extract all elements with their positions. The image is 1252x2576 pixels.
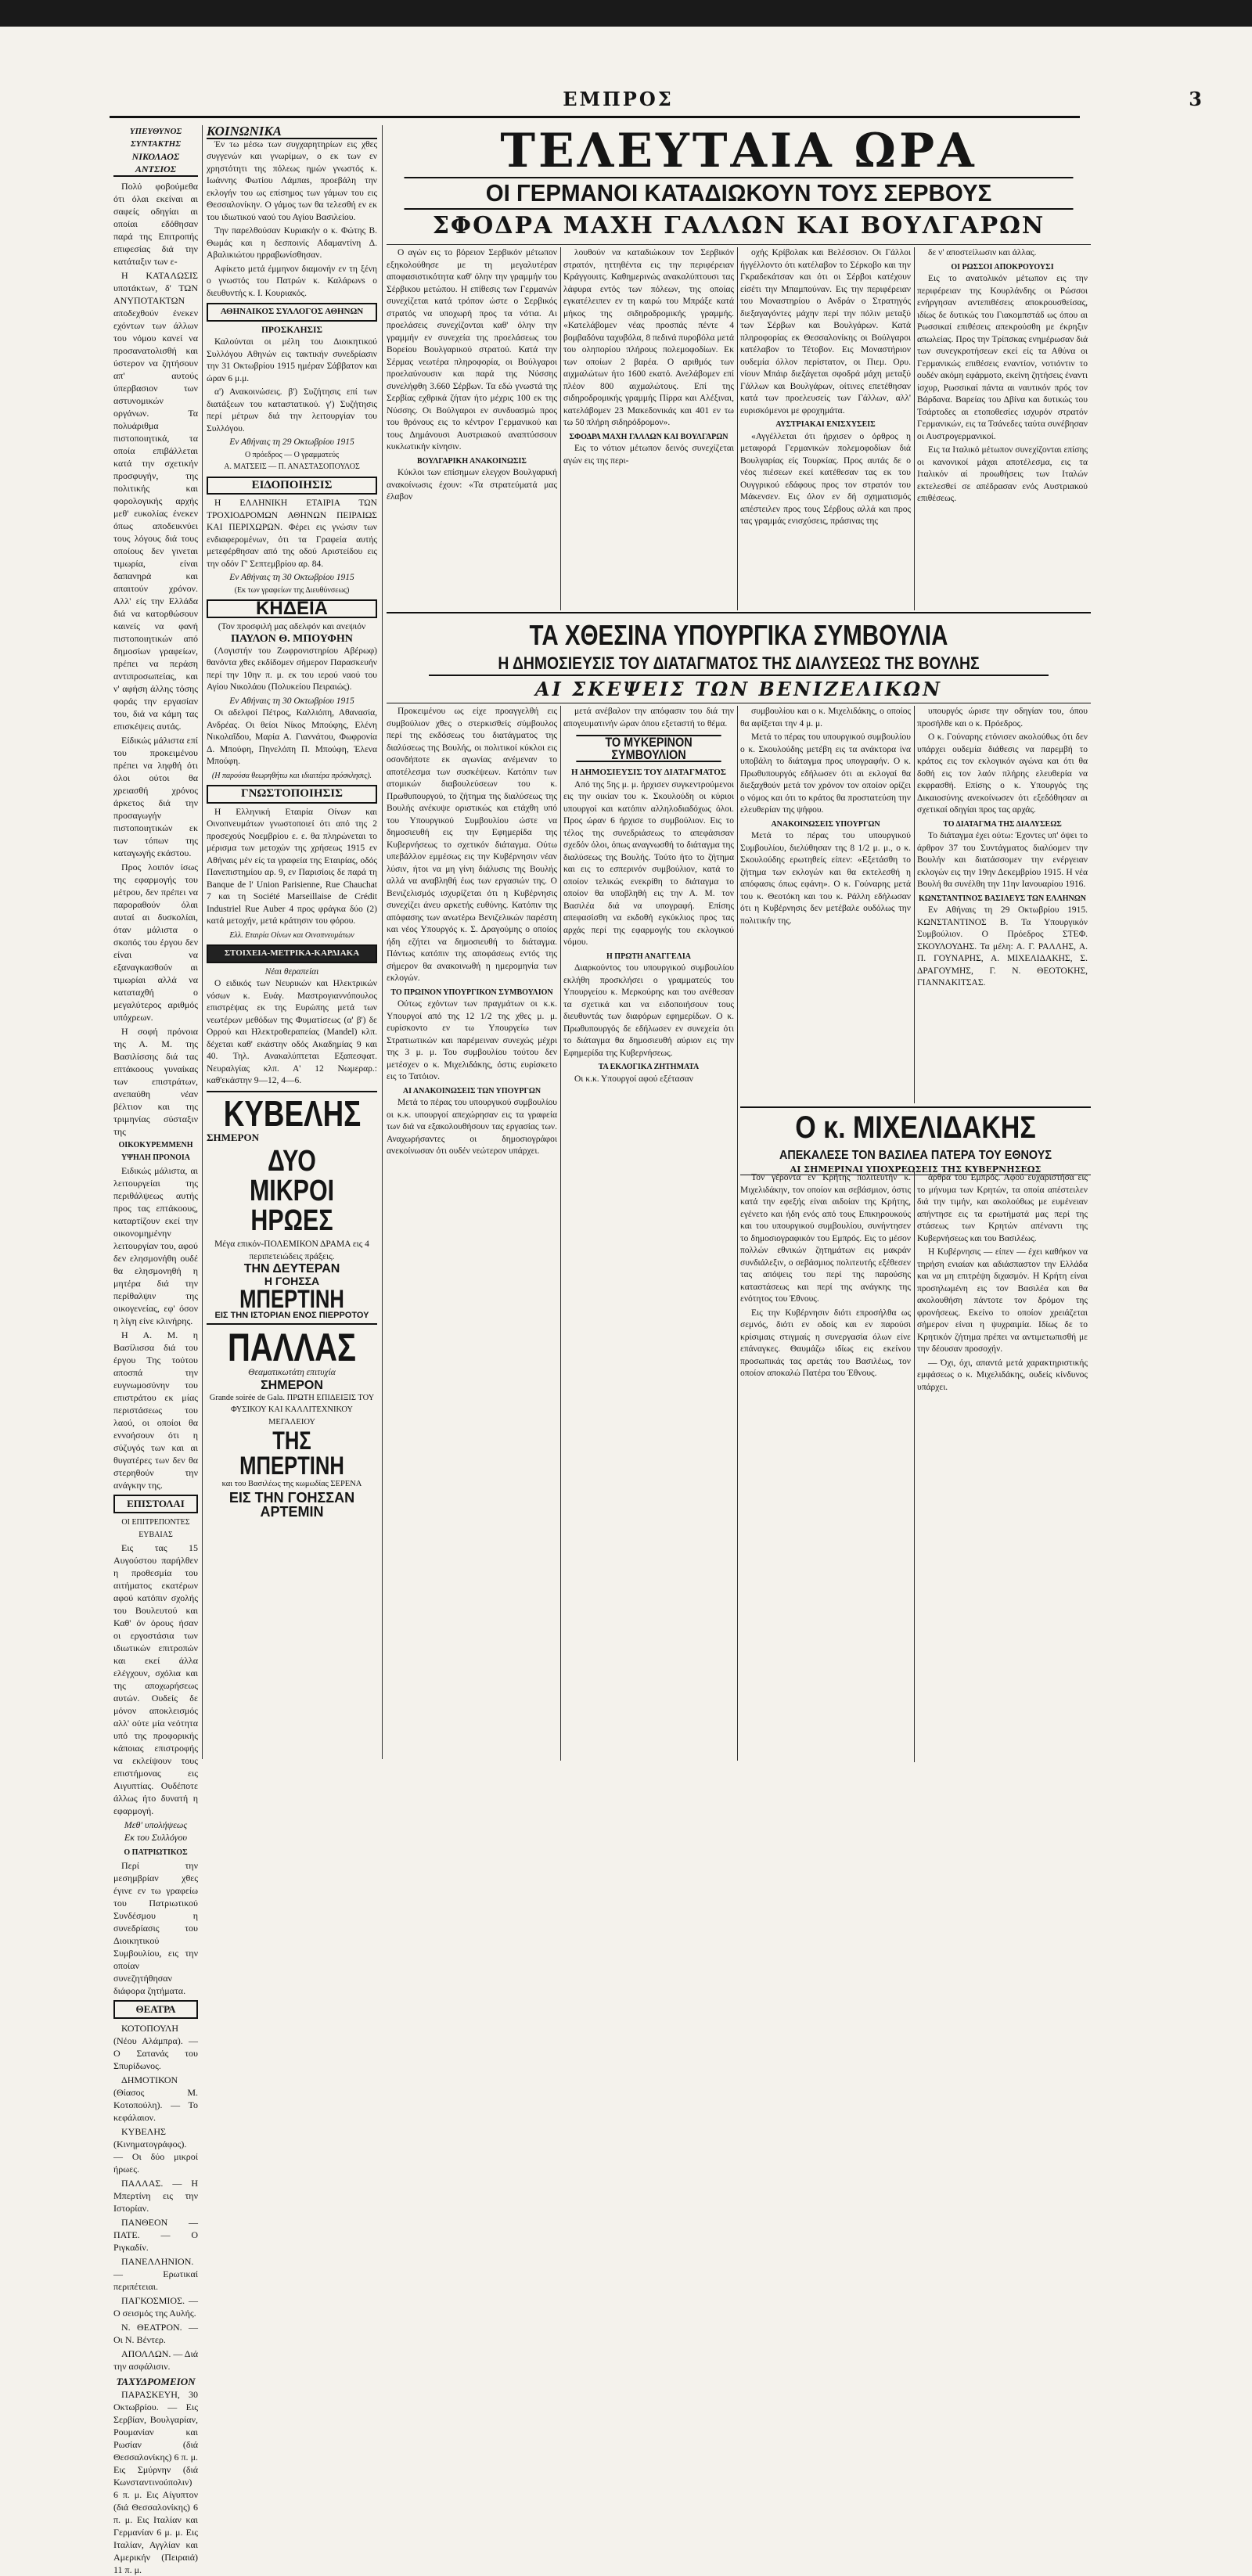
- editorial-paragraph: Προς λοιπόν ίσως της εφαρμογής του μέτρου, δεν πρέπει να παροραθούν όλαι αυταί αι δυσκολίαι, όταν μάλιστα ο σκοπός του έργου δεν είναι να εξαναγκασθούν αι τιμωρίαι αλλά να καταταχθή ο μεγαλύτερος αριθμός υπόχρεων.: [113, 862, 198, 1023]
- council-subheading: ΤΑ ΕΚΛΟΓΙΚΑ ΖΗΤΗΜΑΤΑ: [598, 1063, 700, 1071]
- theatre-item: ΚΥΒΕΛΗΣ (Κινηματογράφος). — Οι δύο μικροί ήρωες.: [113, 2126, 198, 2175]
- evening-council-subhead: Η ΔΗΜΟΣΙΕΥΣΙΣ ΤΟΥ ΔΙΑΤΑΓΜΑΤΟΣ: [571, 768, 726, 777]
- pallas-line-2: και του Βασιλέως της κωμωδίας ΣΕΡΕΝΑ: [221, 1480, 362, 1488]
- news-text: Εις τα Ιταλικό μέτωπον συνεχίζονται επίσης οι κανονικοί μάχαι αποτέλεσμα, εις τα Ιταλικόν αί προωθήσεις των Ιταλών εκτελεσθεί σε απέδρασαν ενός Αυστριακού επιθέσεως.: [917, 445, 1088, 503]
- kyveli-description: Μέγα επικόν-ΠΟΛΕΜΙΚΟΝ ΔΡΑΜΑ εις 4 περιπετειώδεις πράξεις.: [214, 1239, 369, 1261]
- news-text: Εις το ανατολικόν μέτωπον εις την περιφέρειαν της Κουρλάνδης οι Ρώσσοι ενήργησαν αντεπιθέσεις αποκρουσθείσας, ιδίως δε δυτικώς του Γιακομπστάδ ως όπου αι Ρωσσικαί επιθέσεις απεκρούσθη με έκρηξιν απωλείας. Προς την Τρίπσκας ενημέρωσαν διά των συνεγκροτήσεων εκεί είς τα Αθύνα οι Γερμανικώς επιθέσεις εναντίον, νοτιόντιν το ουδέν ακόμη εφάρμοτο, εκείνη ζητήσεις έναντι ίσχυρ, Ρωσσικαί πάντα αι ναυτικόν πρός τον Βάρδανα. Βαρείας του Δβίνα και δυτικώς του Τσάρτοδες αι ετοποθεσίες ισχυρόν στρατόν Γερμανικών, εις τα Τσάνεδες ταύτα συνέβησαν οι Αυστρογερμανικοί.: [917, 274, 1088, 441]
- pallas-description: Grande soirée de Gala. ΠΡΩΤΗ ΕΠΙΔΕΙΞΙΣ ΤΟΥ ΦΥΣΙΚΟΥ ΚΑΙ ΚΑΛΛΙΤΕΧΝΙΚΟΥ ΜΕΓΑΛΕΙΟΥ: [209, 1393, 375, 1427]
- column-1: [113, 125, 198, 2575]
- council-text: Διαρκούντος του υπουργικού συμβουλίου εκλήθη προσκλήσει ο γραμματεύς του Υπουργείου κ. Μερκούρης και του ανέθεσαν τα σχετικά και να ειδοποιήσουν τους διευθυντάς των διαφόρων εφημερίδων. Ο κ. Πρωθυπουργός δε εδήλωσεν εν συνεχεία ότι το διάταγμα θα δημοσιευθή αύριον εις την Εφημερίδα της Κυβερνήσεως.: [563, 963, 734, 1058]
- kideia-signatories: Οι αδελφοί Πέτρος, Καλλιόπη, Αθανασία, Ανδρέας. Οι θείοι Νίκος Μπούφης, Ελένη Νικολαΐδου, Μαρία Α. Γιαννάτου, Φωφρονία Δ. Μπούφη, Πηνελόπη Π. Μπούφη, Έλενα Μπούφη.: [207, 708, 377, 766]
- editorial-paragraph: Είδικώς μάλιστα επί του προκειμένου πρέπει να ληφθή ότι όλοι ούτοι θα χρειασθή χρόνος άρκετος διά την προσαγωγήν πιστοποιητικών εκ των τόπων της καταγωγής εκάστου.: [113, 735, 198, 858]
- stoikia-text: Ο ειδικός των Νευρικών και Ηλεκτρικών νόσων κ. Ευάγ. Μαστρογιαννόπουλος επιστρέψας εκ της Ευρώπης μετά των νεωτέρων μεθόδων της Φυματίσεως (α' β') δε Ορρού και Ηλεκτροθεραπείας (Mandel) κλπ. δέχεται καθ' εκάστην οδός Ακαδημίας 9 και 40. Τηλ. Ανακαλύπτεται Εξαπεσφατ. Νευραλγίας κλπ. Α' 12 Νωμεραρ.: καθ'εκάστην 9—12, 4—6.: [207, 979, 377, 1085]
- news-subheading: ΒΟΥΛΓΑΡΙΚΗ ΑΝΑΚΟΙΝΩΣΙΣ: [417, 456, 527, 466]
- theatre-item: ΚΟΤΟΠΟΥΛΗ (Νέου Αλάμπρα). — Ο Σατανάς του Σπυρίδωνος.: [113, 2023, 198, 2071]
- editorial-paragraph: Η ΚΑΤΑΛΩΣΙΣ υποτάκτων, δ' ΤΩΝ ΑΝΥΠΟΤΑΚΤΩΝ αποδεχθούν ένεκεν εχόντων των άλλων του νόμου κανεί να προσανατολισθή και ύστερον να ζητήσουν απ' αυτούς ύπερβασιον των αστυνομικών οργάνων. Τα πολυάριθμα πιστοποιητικά, τα οποία επιβάλλεται κατά την σχετικήν προσφυγήν, της πολιτικής και φορολογικής αρχής μεθ' ευκολίας ένεκεν όπως αποδεικνύει τους λόγους διά τους οποίους δεν γινεται τιμωρία, είναι δαπανηρά και απαιτούν χρόνον. Αλλ' είς την Ελλάδα διά να κατορθώσουν καινείς να φανή πιστοποιητικών από δημοσίων γραφείων, πρέπει να περάση αντιπροσωπείας, και ν' αφήση άλλης τόσης φοράς την εργασίαν του, διά να κάμη τας επισκέψεις αυτάς.: [113, 270, 198, 732]
- page-number: 3: [1189, 88, 1202, 110]
- latest-news-block: [387, 125, 1091, 610]
- gnostopoiisis-text: Η Ελληνική Εταιρία Οίνων και Οινοπνευμάτων γνωστοποιεί ότι από της 2 προσεχούς Νοεμβρίου ε. ε. θα πληρώνεται το μέρισμα των μετοχών της χρήσεως 1915 εν Αθήναις μέν είς τα γραφεία της Εταιρίας, οδός Πανεπιστημίου αρ. 9, εν Παρισίοις δε παρά τη Banque de l' Union Parisienne, Rue Chauchat 7 και τη Société Marseillaise de Crédit Industriel Rue Auber 4 προς φράγκα δύο (2) κατά μετοχήν, μετά κράτησιν του φόρου.: [207, 807, 377, 926]
- masthead-title: ΕΜΠΡΟΣ: [563, 88, 674, 110]
- letter-sign-2: Εκ του Συλλόγου: [124, 1832, 188, 1843]
- syllogos-agenda: α') Ανακοινώσεις. β') Συζήτησις επί των διατάξεων του καταστατικού. γ') Συζήτησις περί μέτρων διά την λειτουργίαν του Συλλόγου.: [207, 387, 377, 434]
- news-subheading: ΟΙ ΡΩΣΣΟΙ ΑΠΟΚΡΟΥΟΥΣΙ: [951, 262, 1054, 272]
- eidopoiisis-text: Η ΕΛΛΗΝΙΚΗ ΕΤΑΙΡΙΑ ΤΩΝ ΤΡΟΧΙΟΔΡΟΜΩΝ ΑΘΗΝΩΝ ΠΕΙΡΑΙΩΣ ΚΑΙ ΠΕΡΙΧΩΡΩΝ. Φέρει εις γνώσιν των ενδιαφερομένων, ότι τα Γραφεία αυτής μετεφέρθησαν από της οδού Αριστείδου εις την οδόν Γ' Σεπτεμβρίου αρ. 84.: [207, 498, 377, 569]
- council-text: συμβουλίου και ο κ. Μιχελιδάκης, ο οποίος θα αφίξεται την 4 μ. μ.: [740, 707, 911, 729]
- pallas-today: ΣΗΜΕΡΟΝ: [261, 1378, 323, 1392]
- theatre-item: ΠΑΝΘΕΟΝ — ΠΑΤΕ. — Ο Ριγκαδίν.: [113, 2217, 198, 2253]
- patriotikos-heading: Ο ΠΑΤΡΙΩΤΙΚΟΣ: [124, 1848, 188, 1857]
- section-heading-theatra: ΘΕΑΤΡΑ: [113, 2000, 198, 2019]
- decree-signatures: Εν Αθήναις τη 29 Οκτωβρίου 1915. ΚΩΝΣΤΑΝΤΙΝΟΣ Β. Τα Υπουργικόν Συμβούλιον. Ο Πρόεδρος ΣΤΕΦ. ΣΚΟΥΛΟΥΔΗΣ. Τα μέλη: Α. Γ. ΡΑΛΛΗΣ, Α. Π. ΓΟΥΝΑΡΗΣ, Α. ΜΙΧΕΛΙΔΑΚΗΣ, Σ. ΔΡΑΓΟΥΜΗΣ, Γ. Ν. ΘΕΟΤΟΚΗΣ, ΓΙΑΝΝΑΚΙΤΣΑΣ.: [917, 905, 1088, 988]
- news-text: λουθούν να καταδιώκουν τον Σερβικόν στρατόν, ηττηθέντα εις την περιφέρειαν Κράγγουιτς. Καθημερινώς ανακαλύπτουσι τας λάφυρα εντός των πόλεων, της οποίας εγκατέλειπεν εν τη καιρώ του Μπράξε κατά μήκος της σιδηροδρομικής γραμμής. «Κατελάβομεν νέας προσπάς πέντε 4 βομβαδόνα ταχυβόλα, 8 πεδινά πυροβόλα μετά του οληπορίου πλήρους πολεμοφοδίων. Εκ των οποίων 2 βαρέα. Ο αριθμός των αιχμαλώτων ήτο 1600 εκατό. Ανελάβομεν επί πλέον 800 αιχμαλώτους. Επί της σιδηροδρομικής γραμμής Πίρρα και Αλέξιναι, κατελάβομεν 23 Μακεδονικάς και 401 εν τω τω 50 πλήρη σιδηρόδρομον».: [563, 248, 734, 427]
- council-text: μετά ανέβαλον την απόφασιν του διά την απογευματινήν ώραν όπου εξεταστή το θέμα.: [563, 707, 734, 729]
- epistolai-subhead: ΟΙ ΕΠΙΤΡΕΠΟΝΤΕΣ ΕΥΒΑΙΑΣ: [121, 1518, 190, 1539]
- kyveli-line-1: ΤΗΝ ΔΕΥΤΕΡΑΝ: [243, 1262, 340, 1275]
- evening-council-heading: ΤΟ ΜΥΚΕΡΙΝΟΝ ΣΥΜΒΟΥΛΙΟΝ: [576, 735, 721, 762]
- councils-block: [387, 618, 1091, 1761]
- news-text: Εις το νότιον μέτωπον δεινός συνεχίζεται αγών εις της περι-: [563, 444, 734, 466]
- syllogos-subhead: ΠΡΟΣΚΛΗΣΙΣ: [261, 325, 323, 335]
- news-subheading: ΑΥΣΤΡΙΑΚΑΙ ΕΝΙΣΧΥΣΕΙΣ: [775, 420, 876, 429]
- council-text: Ο κ. Γούναρης ετόνισεν ακολούθως ότι δεν υπάρχει ουδεμία διάθεσις να παρεμβή το κράτος εις τον εκλογικόν αγώνα και ότι θα δοθή εις τον λαόν πλήρης ελευθερία να εκφρασθή. Επίσης ο κ. Υπουργός της Δικαιοσύνης ανεκοίνωσεν ότι εξεδόθησαν αι σχετικαί οδηγίαι προς τας αρχάς.: [917, 732, 1088, 815]
- decree-text: Το διάταγμα έχει ούτω: Έχοντες υπ' όψει το άρθρον 37 του Συντάγματος διαλύομεν την Βουλήν και διατάσσομεν την ενέργειαν εκλογών εις την 19ην Δεκεμβρίου 1915. Η νέα Βουλή θα συνέλθη την 11ην Ιανουαρίου 1916.: [917, 831, 1088, 889]
- section-heading-taxydromeion: ΤΑΧΥΔΡΟΜΕΙΟΝ: [116, 2376, 196, 2387]
- section-heading-epistolai: ΕΠΙΣΤΟΛΑΙ: [113, 1495, 198, 1513]
- pallas-subtitle: Θεαματικωτάτη επιτυχία: [248, 1368, 336, 1377]
- theatre-item: ΑΠΟΛΛΩΝ. — Διά την ασφάλισιν.: [113, 2348, 198, 2372]
- michelidakis-text: Τον γέροντα εν Κρήτης πολιτευτήν κ. Μιχελιδάκην, τον οποίον και σεβάσμιον, όστις κατά την εφεξής είναι αιδοίαν της Κρήτης, εγένετο και ήδη ενός από τους Επικηρουκούς και του υπουργικού συμβουλίου, συνήντησεν το δημοσιογραφικόν του Εμπρός. Εις το μέσον πολλών εθνικών ζητημάτων εις μακράν συνδιάλεξιν, ο σεβάσμιος πολιτευτής εξέθεσεν τας απόψεις του περί της παρούσης καταστάσεως και περί της ανάγκης της ενότητος του Έθνους.: [740, 1173, 911, 1304]
- theatre-item: ΠΑΓΚΟΣΜΙΟΣ. — Ο σεισμός της Αυλής.: [113, 2295, 198, 2319]
- kyveli-today: ΣΗΜΕΡΟΝ: [207, 1131, 259, 1143]
- editorial-paragraph: Η Α. Μ. η Βασίλισσα διά του έργου Της τούτου αποσπά την ευγνωμοσύνην του επιστράτου εκ μίας περιστάσεως του λαού, οι οποίοι θα εννοήσουν ότι η σύζυγός των και αι θυγατέρες των δεν θα στερηθούν την ανάγκην της.: [113, 1329, 198, 1491]
- theatre-item: ΠΑΝΕΛΛΗΝΙΟΝ. — Ερωτικαί περιπέτειαι.: [113, 2256, 198, 2292]
- gnostopoiisis-heading: ΓΝΩΣΤΟΠΟΙΗΣΙΣ: [207, 785, 377, 804]
- news-col-rule: [560, 247, 561, 610]
- kyveli-film-title: ΔΥΟ ΜΙΚΡΟΙ ΗΡΩΕΣ: [249, 1145, 335, 1237]
- subhead-venizelists: ΑΙ ΣΚΕΨΕΙΣ ΤΩΝ ΒΕΝΙΖΕΛΙΚΩΝ: [387, 676, 1091, 703]
- scan-top-border: [0, 0, 1252, 27]
- kideia-name: ΠΑΥΛΟΝ Θ. ΜΠΟΥΦΗΝ: [231, 633, 353, 645]
- council-subheading: Η ΠΡΩΤΗ ΑΝΑΓΓΕΛΙΑ: [606, 952, 691, 961]
- eidopoiisis-heading: ΕΙΔΟΠΟΙΗΣΙΣ: [207, 477, 377, 495]
- theatre-item: ΠΑΛΛΑΣ. — Η Μπερτίνη εις την Ιστορίαν.: [113, 2178, 198, 2214]
- side-label: ΟΙΚΟΚΥΡΕΜΜΕΝΗ ΥΨΗΛΗ ΠΡΟΝΟΙΑ: [118, 1141, 193, 1162]
- decree-heading: ΤΟ ΔΙΑΤΑΓΜΑ ΤΗΣ ΔΙΑΛΥΣΕΩΣ: [943, 819, 1062, 829]
- michelidakis-subhead-2: ΑΙ ΣΗΜΕΡΙΝΑΙ ΥΠΟΧΡΕΩΣΕΙΣ ΤΗΣ ΚΥΒΕΡΝΗΣΕΩΣ: [740, 1164, 1091, 1175]
- editorial-paragraph: Πολύ φοβούμεθα ότι όλαι εκείναι αι σαφείς οδηγίαι αι οποίαι εδόθησαν παρά της Επιτροπής επιφεσίας διά την κατάταξιν των ε-: [113, 181, 198, 267]
- council-text: Μετά το πέρας του υπουργικού Συμβουλίου, διελύθησαν της 8 1/2 μ. μ., ο κ. Σκουλούδης ερωτηθείς είπεν: «Εξετάσθη το ζήτημα των εκλογών και θα εκτελεσθή η απόφασις όπως εφάνη». Ο κ. Γούναρης μετά του κ. Θεοτόκη και του κ. Ράλλη εδήλωσαν ότι η Κυβέρνησις δεν μετέβαλε ουδόλως την πολιτικήν της.: [740, 831, 911, 926]
- news-text: «Αγγέλλεται ότι ήρχισεν ο όρθρος η μεταφορά Γερμανικών πολεμοφοδίων διά Βουλγαρίας είς Τουρκίας. Προς αυτάς δε ο νέος πιέσεων εκεί κατέθεσαν τας εκ του Ουγγρικού εδάφους προς τον στρατόν του Μάκενσεν. Εις όλον εν δή σχηματισμός απέστειλεν προς τους Σέρβους αλλά και προς τας γραμμάς ενισχύσεις, πράσινας της: [740, 431, 911, 526]
- theatre-listings: [113, 2022, 198, 2373]
- news-text: δε ν' αποστείλωσιν και άλλας.: [928, 248, 1037, 257]
- eidopoiisis-date: Εν Αθήναις τη 30 Οκτωβρίου 1915: [229, 573, 354, 582]
- subhead-battle: ΣΦΟΔΡΑ ΜΑΧΗ ΓΑΛΛΩΝ ΚΑΙ ΒΟΥΛΓΑΡΩΝ: [432, 212, 1045, 239]
- kyveli-line-3: ΜΠΕΡΤΙΝΗ: [239, 1285, 344, 1313]
- michelidakis-col-2: [917, 1172, 1088, 1759]
- theatre-item: ΔΗΜΟΤΙΚΟΝ (Θίασος Μ. Κοτοπούλη). — Το κεφάλαιον.: [113, 2074, 198, 2123]
- syllogos-date: Εν Αθήναις τη 29 Οκτωβρίου 1915: [229, 437, 354, 447]
- council-text: Οι κ.κ. Υπουργοί αφού εξέτασαν: [574, 1074, 693, 1084]
- byline-name: ΝΙΚΟΛΑΟΣ ΑΝΤΣΙΟΣ: [113, 150, 198, 177]
- kideia-note: (Η παρούσα θεωρηθήτω και ιδιαιτέρα πρόσκλησις).: [211, 771, 372, 780]
- michelidakis-headline: Ο κ. ΜΙΧΕΛΙΔΑΚΗΣ: [795, 1110, 1036, 1145]
- headline-latest-hour: ΤΕΛΕΥΤΑΙΑ ΩΡΑ: [500, 124, 977, 178]
- news-col-4: [917, 247, 1088, 607]
- news-col-3: [740, 247, 911, 607]
- news-text: Κύκλοι των επίσημων ελεγχον Βουλγαρική ανακοίνωσις έχουν: «Τα στρατεύματά μας έλαβον: [387, 468, 557, 502]
- patriotikos-text: Περί την μεσημβρίαν χθες έγινε εν τω γραφείω του Πατριωτικού Συνδέσμου η συνεδρίασις του Διοικητικού Συμβουλίου, εις την οποίαν συνεζητήθησαν διάφορα ζητήματα.: [113, 1860, 198, 1996]
- council-col-3: [740, 706, 911, 1101]
- council-col-rule: [914, 706, 915, 1103]
- society-text: Αφίκετο μετά έμμηνον διαμονήν εν τη ξένη ο γνωστός του Πατρών κ. Καλάρωνs ο διευθυντής κ. Ι. Κουριακός.: [207, 264, 377, 298]
- council-col-4: [917, 706, 1088, 1101]
- news-subheading: ΣΦΟΔΡΑ ΜΑΧΗ ΓΑΛΛΩΝ ΚΑΙ ΒΟΥΛΓΑΡΩΝ: [569, 432, 729, 441]
- letter-sign: Μεθ' υπολήψεως: [124, 1819, 188, 1830]
- council-text: Προκειμένου ως είχε προαγγελθή εις συμβούλιον χθες ο στερκισθείς σύμβουλος περί της εκδόσεως του διατάγματος της διαλύσεως της Βουλής, οι πολιτικοί κύκλοι εις οσονδήποτε εκ αγωνίας ανέμεναν το αποτέλεσμα των συσκέψεων. Κατόπιν των ατομικών διαβουλεύσεων του κ. Πρωθυπουργού, το ζήτημα της διαλύσεως της Βουλής ανέκυψε οριστικώς και ετάχθη υπό του Υπουργικού Συμβουλίου ώστε να δημοσιευθή εις την Εφημερίδα της Κυβερνήσεως το σχετικόν διάταγμα. Ούτω υπεβάλλον εμμέσως εις την Κυβέρνησιν νέαν λύσιν, ήτοι να μη γίνη διάλυσις της Βουλής αλλά να αναβληθή έως των εργασιών της. Ο Βενιζελισμός ισχυρίζεται ότι η Κυβέρνησις συνεχίζει άνευ αρκετής ευθύνης. Κατόπιν της απόφασης των ανωτέρω Βενιζελικών παρέστη και νέος Υπουργός κ. Σ. Δραγούμης ο οποίος ήδη εζήτει να δημοσιευθή το διάταγμα. Πάντως κατόπιν της αποφάσεως εντός της σήμερον θα ανακοινωθή η ημερομηνία των εκλογών.: [387, 707, 557, 983]
- pallas-title: ΠΑΛΛΑΣ: [227, 1326, 357, 1369]
- news-col-2: [563, 247, 734, 607]
- news-text: Ο αγών εις το βόρειον Σερβικόν μέτωπον εξηκολούθησε με τη μεγαλυτέραν αποφασιστικότητα καθ' όλην την γραμμήν του Σέρβικου μετώπου. Η επίθεσις των Γερμανών συνεχίζεται κατά τρόπον ώστε ο Σερβικός στρατός να υποχωρή προς τα νότια. Αι προελάσεις συνεχίζονται καθ' όλην την γραμμήν εν συνεχεία της προελάσεως του Βορείου Βουλγαρικού στρατού. Κατά την Σέρμας νεωτέρα πληροφορία, οι Βούλγαροι προελαύνουσιν και παρά της Νύσσης συνελήφθη 3.660 Σέρβων. Τα εδώ γνωστά της Σερβίας εχθρικά ζήταν ήτο μέχρις 100 εκ της Νύσσης. Οι Βούλγαροι εν συνδυασμώ προς του θρόνους εις το κέντρον Γερμανικού και τους Δημάνουσι Αυστριακού αναπτύσσουν κυκλωτικήν κίνησιν.: [387, 248, 557, 452]
- council-col-rule: [737, 706, 738, 1761]
- kideia-heading: ΚΗΔΕΙΑ: [207, 599, 377, 618]
- michelidakis-col-1: [740, 1172, 911, 1759]
- society-text: Την παρελθούσαν Κυριακήν ο κ. Φώτης Β. Θωμάς και η δεσποινίς Αδαμαντίνη Δ. Αβαλικιώτου ηρραβωνίσθησαν.: [207, 226, 377, 260]
- society-text: Έν τω μέσω των συγχαρητηρίων εις χθες συγγενών και γνωρίμων, ο εκ των εν χρηστότητι της πόλεως ημών γνωστός κ. Ιωάννης Φωτίου Λάμπαs, προεβάλη την εκλογήν του ως επίσημος των γάμων του εις Θεσσαλονίκην. Ο γάμος των θα τελεσθή εν εκ του ιδιωτικού ναού του Αγίου Βασιλείου.: [207, 139, 377, 222]
- decree-king: ΚΩΝΣΤΑΝΤΙΝΟΣ ΒΑΣΙΛΕΥΣ ΤΩΝ ΕΛΛΗΝΩΝ: [919, 894, 1086, 903]
- section-divider: [387, 612, 1091, 613]
- michelidakis-text: άρθρα του Εμπρός. Αφού ευχαριστήσα εις το μήνυμα των Κρητών, τα οποία απέστειλεν διά την τιμήν, και ακολούθως με ευμένειαν απήντησε εις τα ερωτήματά μας περί της στάσεως των Κρητών απέναντι της Κυβερνήσεως και του Βασιλέως.: [917, 1173, 1088, 1243]
- kyveli-line-2: Η ΓΟΗΣΣΑ: [264, 1275, 320, 1287]
- council-text: Από της 5ης μ. μ. ήρχισεν συγκεντρούμενοι εις την οικίαν του κ. Σκουλούδη οι κύριοι υπουργοί και κατόπιν αλληλοδιαδόχως όλοι. Προς ώραν 6 ήρχισε το συμβούλιον. Εις το τέλος της συνεδριάσεως το απεφάσισαν σχεδόν όλοι, όπως αναγνωσθή το διάταγμα της διαλύσεως της Βουλής. Τούτο ήτο το ζήτημα και εις το εσπερινόν συμβούλιον, κατά το οποίον τελικώς ενεκρίθη το διάταγμα το οποίον θα υποβληθή εις την Α. Μ. τον Βασιλέα διά να υπογραφή. Επίσης απεφασίσθη να εκδοθή εγκύκλιος προς τας αρχάς περί της εφαρμογής του εκλογικού νόμου.: [563, 779, 734, 947]
- stoikia-heading: ΣΤΟΙΧΕΙΑ-ΜΕΤΡΙΚΑ-ΚΑΡΔΙΑΚΑ: [207, 944, 377, 963]
- stoikia-subhead: Νέαι θεραπείαι: [264, 966, 319, 977]
- headline-councils: ΤΑ ΧΘΕΣΙΝΑ ΥΠΟΥΡΓΙΚΑ ΣΥΜΒΟΥΛΙΑ: [529, 619, 948, 651]
- council-col-2: [563, 706, 734, 1754]
- council-subheading: ΑΙ ΑΝΑΚΟΙΝΩΣΕΙΣ ΤΩΝ ΥΠΟΥΡΓΩΝ: [402, 1086, 541, 1096]
- subhead-decree: Η ΔΗΜΟΣΙΕΥΣΙΣ ΤΟΥ ΔΙΑΤΑΓΜΑΤΟΣ ΤΗΣ ΔΙΑΛΥΣΕΩΣ ΤΗΣ ΒΟΥΛΗΣ: [429, 653, 1049, 676]
- kideia-date: Εν Αθήναις τη 30 Οκτωβρίου 1915: [229, 696, 354, 706]
- column-2: [207, 125, 377, 1753]
- column-rule-2: [382, 125, 383, 1759]
- council-col-rule: [560, 706, 561, 1761]
- michelidakis-text: — Όχι, όχι, απαντά μετά χαρακτηριστικής εμφάσεως ο κ. Μιχελιδάκης, ουδείς κίνδυνος υπάρχει.: [917, 1358, 1088, 1392]
- council-text: Μετά το πέρας του υπουργικού συμβουλίου ο κ. Σκουλούδης μετέβη εις τα ανάκτορα ίνα υποβάλη το διάταγμα προς υπογραφήν. Ο κ. Πρωθυπουργός εδήλωσεν ότι αι εκλογαί θα διεξαχθούν μετά τον χρόνον τον οποίον ορίζει ο νόμος και ότι το κράτος θα προστατεύση την ελευθερίαν της ψήφου.: [740, 732, 911, 815]
- syllogos-signatures: Ο πρόεδρος — Ο γραμματεύς Α. ΜΑΤΣΕΙΣ — Π. ΑΝΑΣΤΑΣΟΠΟΥΛΟΣ: [224, 450, 360, 471]
- headline-rule: [387, 244, 1091, 245]
- michelidakis-col-rule: [914, 1172, 915, 1762]
- editorial-paragraph: Η σοφή πρόνοια της Α. Μ. της Βασιλίσσης διά τας επτάκοους γυναίκας των επιστράτων, ανεπαύθη νέαν βέλτιον και της τριμηνίας σύσταξιν της: [113, 1026, 198, 1137]
- news-col-rule: [914, 247, 915, 610]
- pallas-advert: [207, 1323, 377, 1519]
- news-col-rule: [737, 247, 738, 610]
- michelidakis-text: Η Κυβέρνησις — είπεν — έχει καθήκον να τηρήση ενιαίαν και αδιάσπαστον την Ελλάδα και να μη επιτρέψη διχασμόν. Η Κρήτη είναι προσηλωμένη εις τον Βασιλέα και θα ακολουθήση πάντοτε τον δρόμον της φρονήσεως. Εκείνο το οποίον χρειάζεται σήμερον είναι η ψυχραιμία. Ιδίως δε το Κρητικόν ζήτημα πρέπει να αντιμετωπισθή με την δέουσαν προσοχήν.: [917, 1247, 1088, 1354]
- letter-text: Εις τας 15 Αυγούστου παρήλθεν η προθεσμία του αιτήματος εκατέρων αφού κατόπιν σχολής του Βουλευτού και Καθ' όν όρους ήσαν οι εργοστάσια των ιδιωτικών επιτροπών και εκεί άλλα ελέγχουν, σχόλια και της αποχωρήσεως αυτών. Ουδείς δε μόνον αποκλεισμός αλλ' ούτε μία νεότητα υπό της προφορικής κάποιας επιστροφής να εκλείψουν τους επιστήμονας εις Αιγυπτίας. Ουδέποτε άλλως ήτο δυνατή η εφαρμογή.: [113, 1542, 198, 1816]
- editorial-paragraph: Ειδικώς μάλιστα, αι λειτουργείαι της περιθάλψεως αυτής προς τας επτάκοους, καταρτίζουν εκεί την οικονομημένην λειτουργίαν του, αφού δεν ελησμονήθη ουδέ θα ελησμονηθή η μητέρα διά την περίθαλψιν της οικογενείας, εφ' όσον η λίγη είνε κλινήρης.: [113, 1165, 198, 1326]
- pallas-line-3: ΕΙΣ ΤΗΝ ΓΟΗΣΣΑΝ ΑΡΤΕΜΙΝ: [228, 1489, 355, 1520]
- council-subheading: ΑΝΑΚΟΙΝΩΣΕΙΣ ΥΠΟΥΡΓΩΝ: [771, 819, 880, 829]
- kideia-intro: (Τον προσφιλή μας αδελφόν και ανεψιόν: [218, 621, 366, 631]
- kideia-text: (Λογιστήν του Ζωφρονιστηρίου Αβέρωφ) θανόντα χθες εκδίδομεν σήμερον Παρασκευήν περί την 10ην π. μ. εκ του ιερού ναού του Αγίου Νικολάου (Πολυκείου Πειραιώς).: [207, 646, 377, 692]
- syllogos-text: Καλούνται οι μέλη του Διοικητικού Συλλόγου Αθηνών εις τακτικήν συνεδρίασιν την 31 Οκτωβρίου 1915 ημέραν Σάββατον και ώραν 6 μ.μ.: [207, 337, 377, 383]
- byline-role: ΥΠΕΥΘΥΝΟΣ ΣΥΝΤΑΚΤΗΣ: [129, 127, 182, 149]
- council-text: υπουργός ώρισε την οδηγίαν του, όπου προσήλθε και ο κ. Πρόεδρος.: [917, 707, 1088, 729]
- taxydromeion-text: ΠΑΡΑΣΚΕΥΗ, 30 Οκτωβρίου. — Εις Σερβίαν, Βουλγαρίαν, Ρουμανίαν και Ρωσίαν (διά Θεσσαλονίκης) 6 π. μ. Εις Σμύρνην (διά Κωνσταντινούπολιν) 6 π. μ. Εις Αίγυπτον (διά Θεσσαλονίκης) 6 π. μ. Εις Ιταλίαν και Γερμανίαν 6 μ. μ. Εις Ιταλίαν, Αγγλίαν και Αμερικήν (Πειραιά) 11 π. μ.: [113, 2389, 198, 2575]
- section-heading-koinonika: ΚΟΙΝΩΝΙΚΑ: [207, 125, 377, 139]
- council-text: Ούτως εχόντων των πραγμάτων οι κ.κ. Υπουργοί από της 12 1/2 της χθες μ. μ. ευρίσκοντο εν τω Υπουργείω των Στρατιωτικών και παρέμειναν συνεχώς μέχρι της 3 μ. μ. Του συμβουλίου τούτου δεν μετέσχεν ο κ. Μιχελιδάκης, όστις ευρίσκετο εις το Τατόιον.: [387, 999, 557, 1081]
- michelidakis-subhead-1: ΑΠΕΚΑΛΕΣΕ ΤΟΝ ΒΑΣΙΛΕΑ ΠΑΤΕΡΑ ΤΟΥ ΕΘΝΟΥΣ: [779, 1149, 1052, 1162]
- syllogos-heading: ΑΘΗΝΑΙΚΟΣ ΣΥΛΛΟΓΟΣ ΑΘΗΝΩΝ: [207, 303, 377, 322]
- news-text: οχής Κρίβολακ και Βελέσσιον. Οι Γάλλοι ήγγέλλοντο ότι κατέλαβον το Σέρκοβο και την Γκραδεκάτσαν και ότι οι Σέρβοι κατέχουν είσέτι την Μπαμπούναν. Εις την περιφέρειαν του Μοναστηρίου ο Ανδράν ο Στρατηγός διεξαγαγόντες μάχην περί την πόλιν μεταξύ των Σέρβων και Βουλγάρων. Κατά πληροφορίας εκ Θεσσαλονίκης οι Βούλγαροι κατέλαβον το Τέτοβον. Εις Μοναστήριον ουδεμία όλλον περίστατον, οι Πιεμ. Ορυ. νίουν Μπάιρ διεξάγεται σφοδρά μάχη μεταξύ Γάλλων και Βουλγάρων, οίτινες επετέθησαν κατά των προελευσείς των Γάλλων, αλλ' ευρισκόμενοι με φροχημάτα.: [740, 248, 911, 416]
- masthead-rule: [110, 116, 1080, 118]
- theatre-item: Ν. ΘΕΑΤΡΟΝ. — Οι Ν. Βέντερ.: [113, 2322, 198, 2345]
- subhead-germans: ΟΙ ΓΕΡΜΑΝΟΙ ΚΑΤΑΔΙΩΚΟΥΝ ΤΟΥΣ ΣΕΡΒΟΥΣ: [405, 177, 1074, 210]
- michelidakis-text: Εις την Κυβέρνησιν διότι επροσήλθα ως σεμνός, διότι εν οδοίς και εν παρούσι κρίσιμαις στιγμαίς η συνεργασία όλων είνε επάναγκες. Θαυμάζω ιδίως εις εκείνου προσωπικάς τας αρετάς του Βασιλέως, τον οποίον αποκαλώ Πατέρα του Έθνους.: [740, 1308, 911, 1378]
- council-subheading: ΤΟ ΠΡΩΙΝΟΝ ΥΠΟΥΡΓΙΚΟΝ ΣΥΜΒΟΥΛΙΟΝ: [390, 988, 553, 997]
- eidopoiisis-sign: (Εκ των γραφείων της Διευθύνσεως): [234, 585, 350, 595]
- council-text: Μετά το πέρας του υπουργικού συμβουλίου οι κ.κ. υπουργοί απεχώρησαν εις τα γραφεία των διά να εξακολουθήσουν τας εργασίας των. Αναχωρήσαντες οι δημοσιογράφοι ανεκοίνωσαν ότι ουδέν νεώτερον υπάρχει.: [387, 1098, 557, 1156]
- column-rule-1: [202, 125, 203, 1759]
- pallas-line-1: ΤΗΣ ΜΠΕΡΤΙΝΗ: [239, 1427, 344, 1480]
- kyveli-advert: [207, 1091, 377, 1321]
- gnostopoiisis-sign: Ελλ. Εταιρία Οίνων και Οινοπνευμάτων: [229, 930, 354, 940]
- council-col-1: [387, 706, 557, 1754]
- news-col-1: [387, 247, 557, 607]
- kyveli-title: ΚΥΒΕΛΗΣ: [223, 1092, 362, 1134]
- michelidakis-article: [740, 1106, 1091, 1762]
- kyveli-line-4: ΕΙΣ ΤΗΝ ΙΣΤΟΡΙΑΝ ΕΝΟΣ ΠΙΕΡΡΟΤΟΥ: [214, 1311, 369, 1320]
